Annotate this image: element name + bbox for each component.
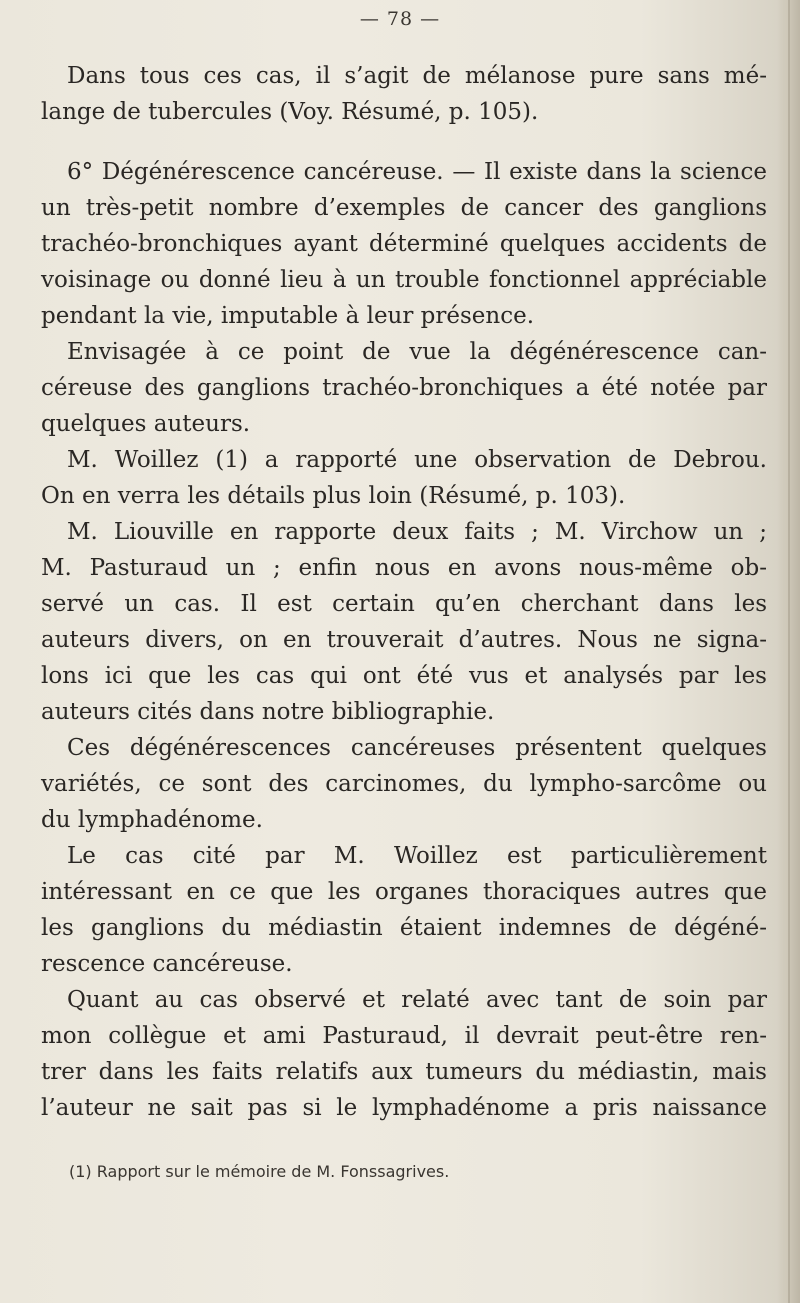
text-line: Ces dégénérescences cancéreuses présentent quelques: [67, 735, 767, 761]
text-line: variétés, ce sont des carcinomes, du lympho-sarcôme ou: [41, 771, 767, 797]
text-line: quelques auteurs.: [41, 411, 251, 437]
text-line: servé un cas. Il est certain qu’en cherchant dans les: [41, 591, 767, 617]
text-line: Dans tous ces cas, il s’agit de mélanose pure sans mé-: [67, 63, 767, 89]
text-line: les ganglions du médiastin étaient indemnes de dégéné-: [41, 915, 767, 941]
text-line: M. Liouville en rapporte deux faits ; M. Virchow un ;: [67, 519, 767, 545]
text-line: auteurs divers, on en trouverait d’autres. Nous ne signa-: [41, 627, 767, 653]
text-line: du lymphadénome.: [41, 807, 263, 833]
body-text: [41, 58, 767, 1126]
text-line: Quant au cas observé et relaté avec tant de soin par: [67, 987, 767, 1013]
text-line: M. Woillez (1) a rapporté une observation de Debrou.: [67, 447, 767, 473]
text-line: lange de tubercules (Voy. Résumé, p. 105).: [41, 99, 539, 125]
text-line: un très-petit nombre d’exemples de cancer des ganglions: [41, 195, 767, 221]
text-line: Le cas cité par M. Woillez est particulièrement: [67, 843, 767, 869]
text-line: pendant la vie, imputable à leur présence.: [41, 303, 535, 329]
text-line: M. Pasturaud un ; enfin nous en avons nous-même ob-: [41, 555, 767, 581]
page-number: — 78 —: [359, 8, 441, 30]
page-edge-line: [788, 0, 790, 1303]
text-line: On en verra les détails plus loin (Résumé, p. 103).: [41, 483, 626, 509]
text-line: rescence cancéreuse.: [41, 951, 293, 977]
text-line: trachéo-bronchiques ayant déterminé quelques accidents de: [41, 231, 767, 257]
text-line: voisinage ou donné lieu à un trouble fonctionnel appréciable: [41, 267, 767, 293]
text-line: auteurs cités dans notre bibliographie.: [41, 699, 495, 725]
text-line: mon collègue et ami Pasturaud, il devrait peut-être ren-: [41, 1023, 767, 1049]
text-line: intéressant en ce que les organes thoraciques autres que: [41, 879, 767, 905]
text-line: Envisagée à ce point de vue la dégénérescence can-: [67, 339, 767, 365]
section-heading-line: 6° Dégénérescence cancéreuse. — Il existe dans la science: [67, 159, 767, 185]
footnote: (1) Rapport sur le mémoire de M. Fonssagrives.: [69, 1162, 450, 1181]
text-line: l’auteur ne sait pas si le lymphadénome a pris naissance: [41, 1095, 767, 1121]
text-line: céreuse des ganglions trachéo-bronchiques a été notée par: [41, 375, 767, 401]
text-line: trer dans les faits relatifs aux tumeurs du médiastin, mais: [41, 1059, 767, 1085]
text-line: lons ici que les cas qui ont été vus et analysés par les: [41, 663, 767, 689]
